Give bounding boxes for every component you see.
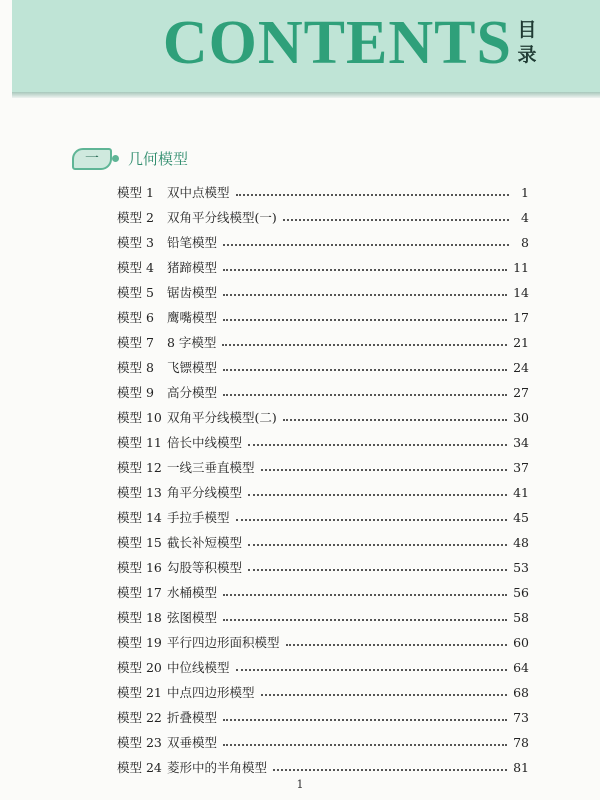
toc-entry[interactable] bbox=[117, 605, 529, 630]
toc-entry-page: 64 bbox=[513, 660, 529, 675]
toc-entry-page: 24 bbox=[513, 360, 529, 375]
toc-entry[interactable] bbox=[117, 555, 529, 580]
toc-entry[interactable] bbox=[117, 755, 529, 780]
toc-entry-label: 模型 9 bbox=[117, 385, 154, 400]
toc-entry-label: 模型 6 bbox=[117, 310, 154, 325]
toc-entry-label: 模型 14 bbox=[117, 510, 162, 525]
dot-leader bbox=[223, 293, 507, 296]
toc-entry[interactable] bbox=[117, 230, 529, 255]
toc-entry-label: 模型 17 bbox=[117, 585, 162, 600]
table-of-contents bbox=[117, 180, 529, 780]
toc-entry-page: 73 bbox=[513, 710, 529, 725]
toc-entry-title: 双角平分线模型(二) bbox=[167, 410, 277, 425]
toc-entry-label: 模型 11 bbox=[117, 435, 162, 450]
toc-entry-page: 60 bbox=[513, 635, 529, 650]
toc-entry-label: 模型 23 bbox=[117, 735, 162, 750]
toc-entry-page: 41 bbox=[513, 485, 529, 500]
toc-entry[interactable] bbox=[117, 405, 529, 430]
toc-entry-title: 折叠模型 bbox=[167, 710, 218, 725]
toc-entry[interactable] bbox=[117, 455, 529, 480]
toc-entry[interactable] bbox=[117, 730, 529, 755]
toc-entry-page: 1 bbox=[521, 185, 529, 200]
toc-entry-title: 菱形中的半角模型 bbox=[167, 760, 268, 775]
toc-entry[interactable] bbox=[117, 305, 529, 330]
toc-entry-title: 一线三垂直模型 bbox=[167, 460, 255, 475]
toc-entry-page: 68 bbox=[513, 685, 529, 700]
toc-entry-label: 模型 8 bbox=[117, 360, 154, 375]
dot-leader bbox=[236, 518, 508, 521]
dot-leader bbox=[223, 618, 507, 621]
dot-leader bbox=[222, 343, 507, 346]
toc-entry-title: 手拉手模型 bbox=[167, 510, 230, 525]
section-title: 几何模型 bbox=[128, 150, 189, 168]
toc-entry-label: 模型 1 bbox=[117, 185, 154, 200]
toc-entry-label: 模型 13 bbox=[117, 485, 162, 500]
dot-leader bbox=[273, 768, 507, 771]
dot-leader bbox=[236, 193, 509, 196]
toc-entry[interactable] bbox=[117, 705, 529, 730]
toc-entry-page: 53 bbox=[513, 560, 529, 575]
toc-entry-title: 飞镖模型 bbox=[167, 360, 218, 375]
dot-leader bbox=[223, 268, 507, 271]
toc-entry-label: 模型 10 bbox=[117, 410, 162, 425]
toc-entry[interactable] bbox=[117, 355, 529, 380]
toc-entry-label: 模型 3 bbox=[117, 235, 154, 250]
toc-entry-label: 模型 19 bbox=[117, 635, 162, 650]
toc-entry-title: 双角平分线模型(一) bbox=[167, 210, 277, 225]
toc-entry[interactable] bbox=[117, 655, 529, 680]
toc-entry-title: 勾股等积模型 bbox=[167, 560, 243, 575]
toc-entry-page: 14 bbox=[513, 285, 529, 300]
toc-entry[interactable] bbox=[117, 630, 529, 655]
mulu-heading: 目录 bbox=[517, 19, 537, 66]
toc-entry-page: 34 bbox=[513, 435, 529, 450]
toc-entry-title: 高分模型 bbox=[167, 385, 218, 400]
dot-leader bbox=[223, 243, 509, 246]
dot-leader bbox=[223, 718, 507, 721]
toc-entry-label: 模型 5 bbox=[117, 285, 154, 300]
toc-entry[interactable] bbox=[117, 580, 529, 605]
dot-leader bbox=[248, 568, 507, 571]
toc-entry-title: 中点四边形模型 bbox=[167, 685, 255, 700]
toc-entry[interactable] bbox=[117, 180, 529, 205]
dot-leader bbox=[283, 218, 509, 221]
toc-entry-label: 模型 16 bbox=[117, 560, 162, 575]
toc-entry-page: 56 bbox=[513, 585, 529, 600]
toc-entry-label: 模型 18 bbox=[117, 610, 162, 625]
toc-entry-page: 11 bbox=[513, 260, 529, 275]
toc-entry-title: 角平分线模型 bbox=[167, 485, 243, 500]
toc-entry[interactable] bbox=[117, 505, 529, 530]
toc-entry-page: 27 bbox=[513, 385, 529, 400]
toc-entry-label: 模型 20 bbox=[117, 660, 162, 675]
toc-entry-title: 双中点模型 bbox=[167, 185, 230, 200]
toc-entry-page: 4 bbox=[521, 210, 529, 225]
toc-entry-page: 45 bbox=[513, 510, 529, 525]
dot-leader bbox=[286, 643, 508, 646]
toc-entry[interactable] bbox=[117, 280, 529, 305]
toc-entry-title: 截长补短模型 bbox=[167, 535, 243, 550]
contents-heading: CONTENTS bbox=[162, 9, 512, 77]
toc-entry-title: 猪蹄模型 bbox=[167, 260, 218, 275]
toc-entry-title: 水桶模型 bbox=[167, 585, 218, 600]
toc-entry-page: 30 bbox=[513, 410, 529, 425]
dot-leader bbox=[248, 543, 507, 546]
toc-entry[interactable] bbox=[117, 380, 529, 405]
toc-entry-title: 双垂模型 bbox=[167, 735, 218, 750]
dot-leader bbox=[283, 418, 507, 421]
dot-leader bbox=[261, 468, 508, 471]
page-number: 1 bbox=[296, 778, 304, 791]
toc-entry-page: 48 bbox=[513, 535, 529, 550]
toc-entry[interactable] bbox=[117, 530, 529, 555]
toc-entry-title: 8 字模型 bbox=[167, 335, 217, 350]
toc-entry[interactable] bbox=[117, 205, 529, 230]
section-number-badge: 一 bbox=[72, 148, 112, 170]
dot-leader bbox=[248, 493, 507, 496]
toc-entry[interactable] bbox=[117, 255, 529, 280]
toc-entry-page: 8 bbox=[521, 235, 529, 250]
dot-leader bbox=[248, 443, 507, 446]
dot-leader bbox=[223, 393, 507, 396]
toc-entry[interactable] bbox=[117, 430, 529, 455]
toc-entry-label: 模型 4 bbox=[117, 260, 154, 275]
toc-entry-page: 58 bbox=[513, 610, 529, 625]
toc-entry-label: 模型 21 bbox=[117, 685, 162, 700]
toc-entry-label: 模型 24 bbox=[117, 760, 162, 775]
toc-entry[interactable] bbox=[117, 330, 529, 355]
toc-entry-page: 17 bbox=[513, 310, 529, 325]
toc-entry[interactable] bbox=[117, 480, 529, 505]
dot-leader bbox=[236, 668, 508, 671]
toc-entry-label: 模型 7 bbox=[117, 335, 154, 350]
toc-entry-title: 平行四边形面积模型 bbox=[167, 635, 280, 650]
toc-entry-page: 21 bbox=[513, 335, 529, 350]
toc-entry-label: 模型 22 bbox=[117, 710, 162, 725]
dot-leader bbox=[223, 368, 507, 371]
toc-entry-title: 铅笔模型 bbox=[167, 235, 218, 250]
toc-entry-title: 弦图模型 bbox=[167, 610, 218, 625]
dot-leader bbox=[223, 593, 507, 596]
toc-entry-label: 模型 12 bbox=[117, 460, 162, 475]
toc-entry-label: 模型 15 bbox=[117, 535, 162, 550]
toc-entry-page: 81 bbox=[513, 760, 529, 775]
toc-entry-title: 倍长中线模型 bbox=[167, 435, 243, 450]
dot-leader bbox=[223, 743, 507, 746]
toc-entry-page: 37 bbox=[513, 460, 529, 475]
toc-entry-title: 中位线模型 bbox=[167, 660, 230, 675]
header-banner-shadow bbox=[12, 92, 600, 98]
toc-entry-page: 78 bbox=[513, 735, 529, 750]
toc-entry-title: 鹰嘴模型 bbox=[167, 310, 218, 325]
dot-leader bbox=[261, 693, 508, 696]
toc-entry-title: 锯齿模型 bbox=[167, 285, 218, 300]
toc-entry-label: 模型 2 bbox=[117, 210, 154, 225]
toc-entry[interactable] bbox=[117, 680, 529, 705]
dot-leader bbox=[223, 318, 507, 321]
